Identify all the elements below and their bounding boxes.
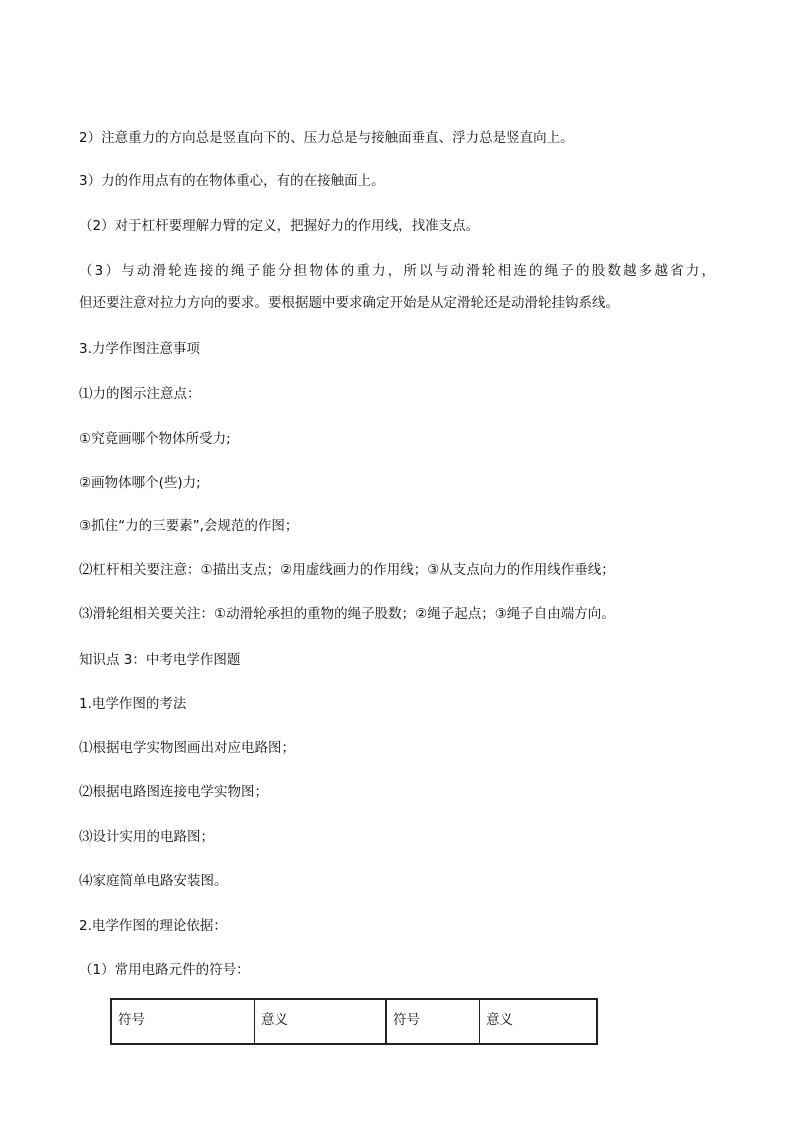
table-header-cell: 意义 [255, 999, 387, 1044]
paragraph: ②画物体哪个(些)力; [79, 475, 201, 491]
table-row [111, 999, 597, 1044]
table-header-cell: 符号 [386, 999, 480, 1044]
paragraph: ③抓住“力的三要素”,会规范的作图； [79, 518, 299, 534]
paragraph: ⑷家庭简单电路安装图。 [79, 873, 228, 889]
table-header-cell: 意义 [480, 999, 598, 1044]
paragraph: ⑴力的图示注意点： [79, 386, 201, 402]
paragraph: （2）对于杠杆要理解力臂的定义，把握好力的作用线，找准支点。 [79, 218, 480, 234]
paragraph: 但还要注意对拉力方向的要求。要根据题中要求确定开始是从定滑轮还是动滑轮挂钩系线。 [79, 295, 619, 311]
paragraph: ⑵根据电路图连接电学实物图； [79, 784, 268, 800]
paragraph: ⑶滑轮组相关要关注：①动滑轮承担的重物的绳子股数；②绳子起点；③绳子自由端方向。 [79, 606, 615, 622]
section-heading: 知识点 3：中考电学作图题 [79, 652, 241, 668]
paragraph: ⑴根据电学实物图画出对应电路图； [79, 740, 295, 756]
section-heading: 1.电学作图的考法 [79, 696, 187, 712]
table-header-cell: 符号 [111, 999, 255, 1044]
paragraph: （3）与动滑轮连接的绳子能分担物体的重力，所以与动滑轮相连的绳子的股数越多越省力， [79, 263, 715, 279]
section-heading: 3.力学作图注意事项 [79, 341, 200, 357]
paragraph: ⑵杠杆相关要注意：①描出支点；②用虚线画力的作用线；③从支点向力的作用线作垂线； [79, 562, 615, 578]
circuit-symbol-table [110, 998, 598, 1045]
paragraph: ⑶设计实用的电路图； [79, 829, 214, 845]
paragraph: ①究竟画哪个物体所受力; [79, 431, 231, 447]
section-heading: 2.电学作图的理论依据： [79, 918, 227, 934]
paragraph: 2）注意重力的方向总是竖直向下的、压力总是与接触面垂直、浮力总是竖直向上。 [79, 130, 574, 146]
paragraph: 3）力的作用点有的在物体重心，有的在接触面上。 [79, 173, 385, 189]
paragraph: （1）常用电路元件的符号： [79, 962, 250, 978]
